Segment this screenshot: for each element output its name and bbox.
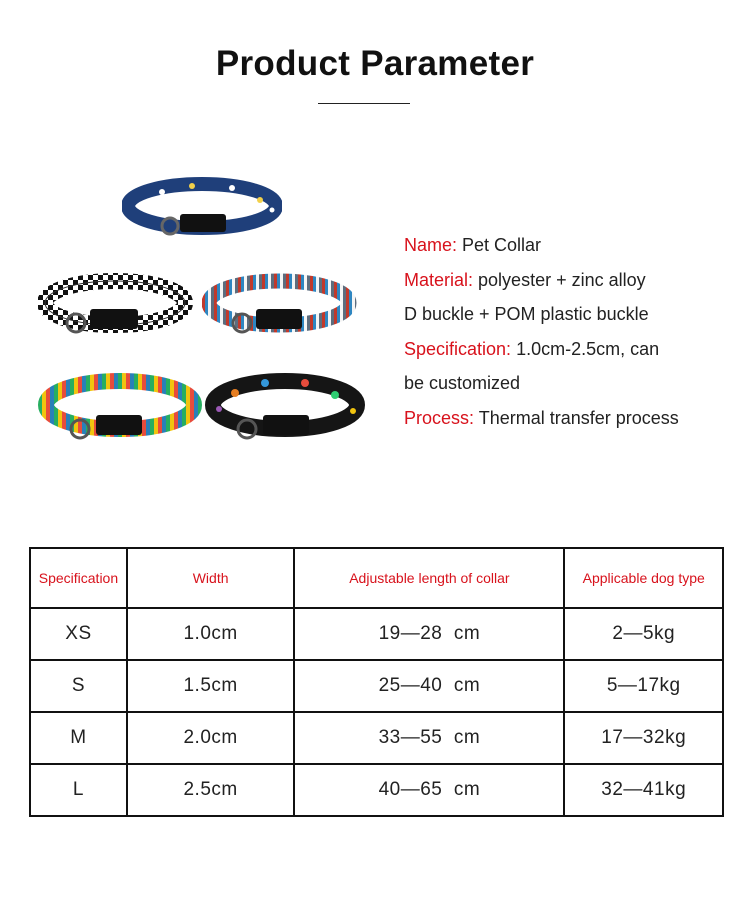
- info-spec-cont: be customized: [404, 373, 521, 393]
- collar-image-tribal: [38, 365, 203, 460]
- info-name-value: Pet Collar: [457, 235, 542, 255]
- info-process-line: [404, 401, 679, 436]
- product-images: [30, 165, 375, 475]
- table-cell: 2.0cm: [127, 712, 294, 764]
- table-header-cell: Adjustable length of collar: [294, 548, 564, 608]
- title-underline: [318, 103, 410, 104]
- page-title: Product Parameter: [215, 44, 535, 83]
- table-cell: 32—41kg: [564, 764, 723, 816]
- table-header-cell: Applicable dog type: [564, 548, 723, 608]
- table-cell: 1.0cm: [127, 608, 294, 660]
- collar-image-checker: [38, 265, 193, 350]
- collar-image-navy: [122, 170, 282, 250]
- table-row: [30, 712, 723, 764]
- table-cell: L: [30, 764, 127, 816]
- info-process-label: Process:: [404, 407, 475, 428]
- info-spec-line: [404, 332, 679, 367]
- table-cell: S: [30, 660, 127, 712]
- info-material-line: [404, 263, 679, 298]
- collar-image-space: [205, 365, 365, 460]
- table-cell: 17—32kg: [564, 712, 723, 764]
- info-material-label: Material:: [404, 269, 474, 290]
- table-cell: M: [30, 712, 127, 764]
- table-row: [30, 764, 723, 816]
- table-header-cell: Width: [127, 548, 294, 608]
- table-cell: 5—17kg: [564, 660, 723, 712]
- info-name-label: Name:: [404, 235, 458, 255]
- table-cell: 33—55 cm: [294, 712, 564, 764]
- info-name-line: [404, 228, 679, 263]
- table-cell: 2.5cm: [127, 764, 294, 816]
- info-material-value: polyester + zinc alloy: [473, 269, 646, 290]
- table-row: [30, 660, 723, 712]
- info-material-cont: D buckle + POM plastic buckle: [404, 304, 649, 324]
- table-cell: 1.5cm: [127, 660, 294, 712]
- table-cell: 40—65 cm: [294, 764, 564, 816]
- spec-table: [29, 547, 724, 817]
- table-header-row: [30, 548, 723, 608]
- table-header-cell: Specification: [30, 548, 127, 608]
- table-cell: 19—28 cm: [294, 608, 564, 660]
- table-row: [30, 608, 723, 660]
- table-cell: 25—40 cm: [294, 660, 564, 712]
- table-cell: XS: [30, 608, 127, 660]
- product-info: [404, 228, 679, 435]
- collar-image-stripes: [202, 265, 357, 350]
- table-cell: 2—5kg: [564, 608, 723, 660]
- info-spec-value: 1.0cm-2.5cm, can: [511, 338, 660, 359]
- info-spec-label: Specification:: [404, 338, 512, 359]
- info-process-value: Thermal transfer process: [474, 407, 679, 428]
